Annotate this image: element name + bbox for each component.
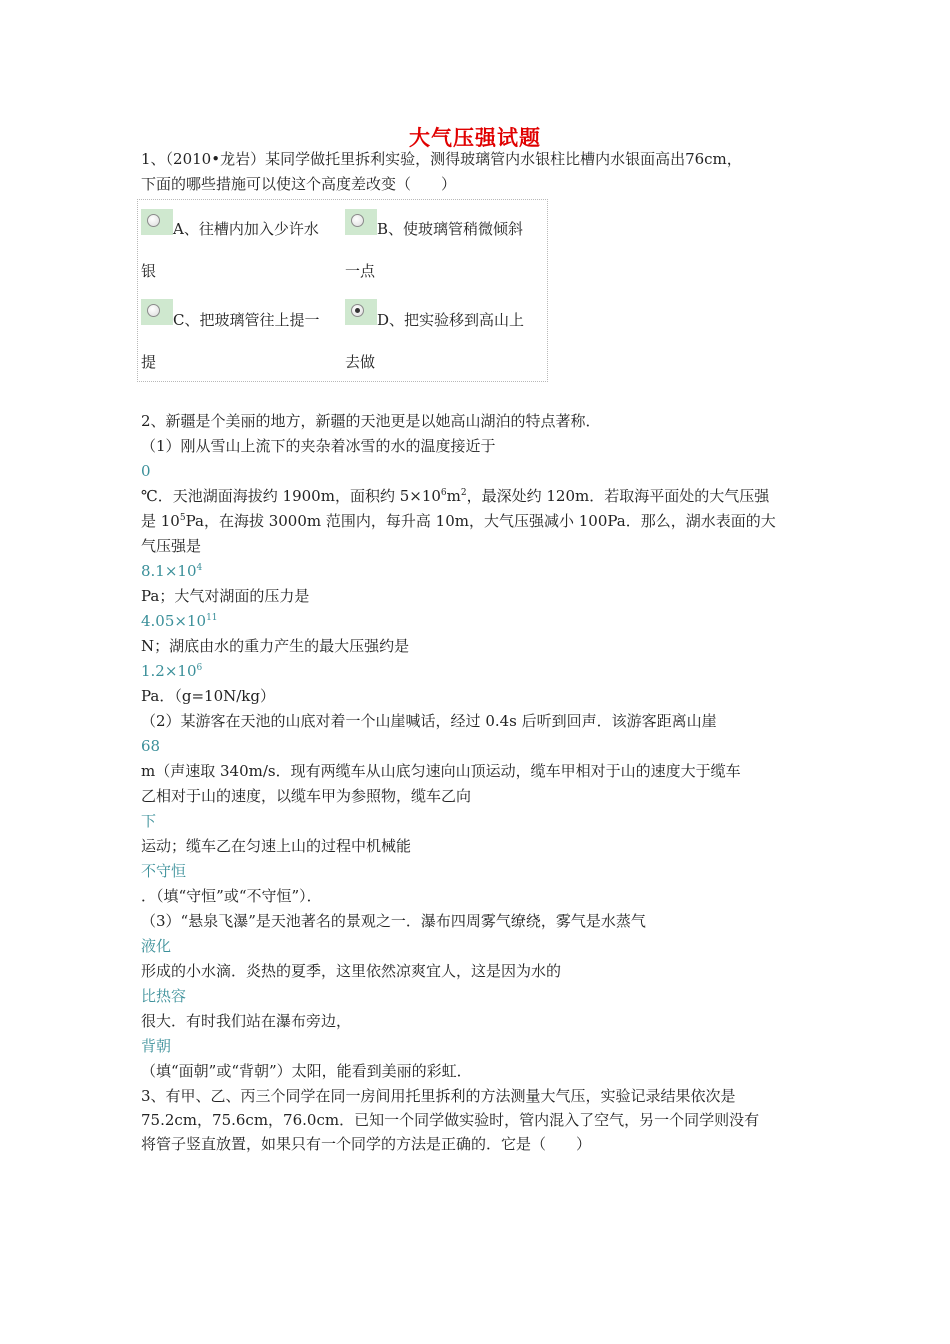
option-d-label-cont: 去做 [345, 353, 376, 371]
superscript: 6 [440, 488, 447, 498]
answer-blank: 不守恒 [141, 862, 187, 880]
option-d-label[interactable]: D、把实验移到高山上 [377, 311, 525, 329]
q1-stem-line1: 1、（2010•龙岩）某同学做托里拆利实验，测得玻璃管内水银柱比槽内水银面高出76cm， [141, 150, 742, 168]
superscript: 6 [196, 663, 203, 673]
superscript: 5 [179, 513, 186, 523]
option-a-label[interactable]: A、往槽内加入少许水 [173, 220, 319, 238]
answer-blank: 背朝 [141, 1037, 172, 1055]
q2-intro: 2、新疆是个美丽的地方，新疆的天池更是以她高山湖泊的特点著称． [141, 412, 601, 430]
option-c-label-cont: 提 [141, 353, 157, 371]
q1-stem-line2: 下面的哪些措施可以使这个高度差改变（ ） [141, 175, 457, 193]
option-b-label-cont: 一点 [345, 262, 376, 280]
option-a-radio[interactable] [141, 209, 173, 235]
answer-blank: 液化 [141, 937, 172, 955]
q2-text-line: Pa．（g=10N/kg） [141, 687, 275, 705]
q2-text-line: 气压强是 [141, 537, 202, 555]
superscript: 11 [206, 613, 218, 623]
q2-text-line: ．（填“守恒”或“不守恒”）． [141, 887, 322, 905]
q2-text-line: 乙相对于山的速度，以缆车甲为参照物，缆车乙向 [141, 787, 472, 805]
q3-stem-line3: 将管子竖直放置，如果只有一个同学的方法是正确的．它是（ ） [141, 1135, 592, 1153]
answer-blank: 下 [141, 812, 157, 830]
superscript: 4 [196, 563, 203, 573]
q2-part2-prompt: （2）某游客在天池的山底对着一个山崖喊话，经过 0.4s 后听到回声．该游客距离山崖 [141, 712, 717, 730]
q2-text-line: N；湖底由水的重力产生的最大压强约是 [141, 637, 410, 655]
q1-choices-box [137, 199, 548, 382]
radio-unchecked-icon [147, 304, 160, 317]
answer-blank: 比热容 [141, 987, 187, 1005]
q3-stem-line1: 3、有甲、乙、丙三个同学在同一房间用托里拆利的方法测量大气压，实验记录结果依次是 [141, 1087, 736, 1105]
q2-text-line [141, 485, 769, 507]
q3-stem-line2: 75.2cm，75.6cm，76.0cm．已知一个同学做实验时，管内混入了空气，另一个同学则没有 [141, 1111, 760, 1129]
answer-blank [141, 660, 202, 682]
option-d-radio[interactable] [345, 299, 377, 325]
radio-unchecked-icon [351, 214, 364, 227]
superscript: 2 [460, 488, 467, 498]
q2-text-line: 运动；缆车乙在匀速上山的过程中机械能 [141, 837, 412, 855]
q2-text-line: Pa；大气对湖面的压力是 [141, 587, 310, 605]
answer-blank: 68 [141, 737, 161, 755]
text-segment: 是 10 [141, 512, 180, 530]
q2-part3-prompt: （3）“悬泉飞瀑”是天池著名的景观之一．瀑布四周雾气缭绕，雾气是水蒸气 [141, 912, 646, 930]
option-c-label[interactable]: C、把玻璃管往上提一 [173, 311, 320, 329]
option-c-radio[interactable] [141, 299, 173, 325]
text-segment: m [446, 487, 461, 505]
answer-blank [141, 560, 202, 582]
option-b-radio[interactable] [345, 209, 377, 235]
answer-text: 8.1×10 [141, 562, 197, 580]
answer-text: 4.05×10 [141, 612, 207, 630]
answer-blank [141, 610, 218, 632]
q2-text-line [141, 510, 776, 532]
answer-blank: 0 [141, 462, 151, 480]
q2-text-line: m（声速取 340m/s．现有两缆车从山底匀速向山顶运动，缆车甲相对于山的速度大于缆车 [141, 762, 741, 780]
q2-text-line: 形成的小水滴．炎热的夏季，这里依然凉爽宜人，这是因为水的 [141, 962, 562, 980]
option-b-label[interactable]: B、使玻璃管稍微倾斜 [377, 220, 524, 238]
q2-part1-prompt: （1）刚从雪山上流下的夹杂着冰雪的水的温度接近于 [141, 437, 496, 455]
text-segment: ，最深处约 120m．若取海平面处的大气压强 [466, 487, 770, 505]
text-segment: ℃．天池湖面海拔约 1900m，面积约 5×10 [141, 487, 441, 505]
option-a-label-cont: 银 [141, 262, 157, 280]
q2-text-line: （填“面朝”或“背朝”）太阳，能看到美丽的彩虹． [141, 1062, 472, 1080]
radio-unchecked-icon [147, 214, 160, 227]
page-title: 大气压强试题 [409, 125, 541, 150]
text-segment: Pa，在海拔 3000m 范围内，每升高 10m，大气压强减小 100Pa．那么，湖水表面的大 [185, 512, 776, 530]
answer-text: 1.2×10 [141, 662, 197, 680]
q2-text-line: 很大．有时我们站在瀑布旁边， [141, 1012, 352, 1030]
radio-checked-icon [351, 304, 364, 317]
